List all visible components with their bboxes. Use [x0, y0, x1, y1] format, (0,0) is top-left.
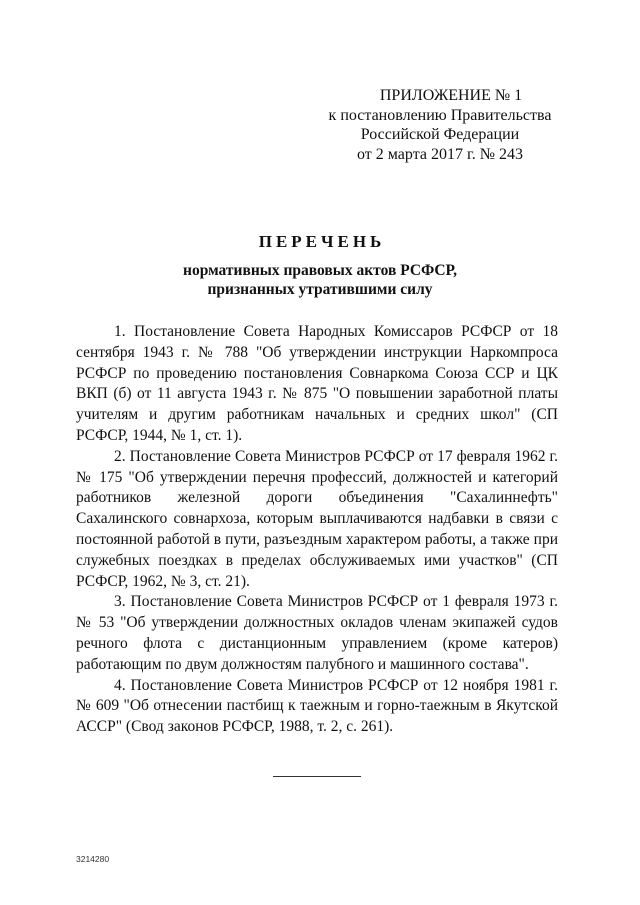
document-body: [76, 322, 558, 738]
list-item-2: 2. Постановление Совета Министров РСФСР от 17 февраля 1962 г. № 175 "Об утверждении перечня профессий, должностей и категорий работников железной дороги объединения "Сахалиннефть" Сахалинского совнархоза, которым выплачиваются надбавки в связи с постоянной работой в пути, разъездным характером работы, а также при служебных поездках в пределах обслуживаемых ими участков" (СП РСФСР, 1962, № 3, ст. 21).: [76, 447, 558, 590]
subtitle-line-1: нормативных правовых актов РСФСР,: [183, 262, 457, 279]
document-id: 3214280: [76, 854, 110, 864]
list-item-1: 1. Постановление Совета Народных Комиссаров РСФСР от 18 сентября 1943 г. № 788 "Об утверждении инструкции Наркомпроса РСФСР по проведению постановления Совнаркома Союза ССР и ЦК ВКП (б) от 11 августа 1943 г. № 875 "О повышении заработной платы учителям и другим работникам начальных и средних школ" (СП РСФСР, 1944, № 1, ст. 1).: [76, 323, 558, 444]
annex-government: Российской Федерации: [360, 126, 520, 143]
annex-reference: к постановлению Правительства: [328, 106, 552, 124]
list-item-4: 4. Постановление Совета Министров РСФСР от 12 ноября 1981 г. № 609 "Об отнесении пастбищ к таежным и горно-таежным в Якутской АССР" (Свод законов РСФСР, 1988, т. 2, с. 261).: [76, 676, 558, 736]
annex-date-number: от 2 марта 2017 г. № 243: [357, 145, 523, 163]
list-item-3: 3. Постановление Совета Министров РСФСР от 1 февраля 1973 г. № 53 "Об утверждении должностных окладов членам экипажей судов речного флота с дистанционным управлением (кроме катеров) работающим по двум должностям палубного и машинного состава".: [76, 593, 558, 673]
document-title: ПЕРЕЧЕНЬ: [258, 232, 386, 251]
closing-divider: [273, 776, 361, 777]
document-subtitle: [0, 261, 640, 299]
annex-header: [300, 86, 580, 164]
annex-number: ПРИЛОЖЕНИЕ № 1: [379, 87, 523, 104]
subtitle-line-2: признанных утратившими силу: [207, 281, 433, 298]
